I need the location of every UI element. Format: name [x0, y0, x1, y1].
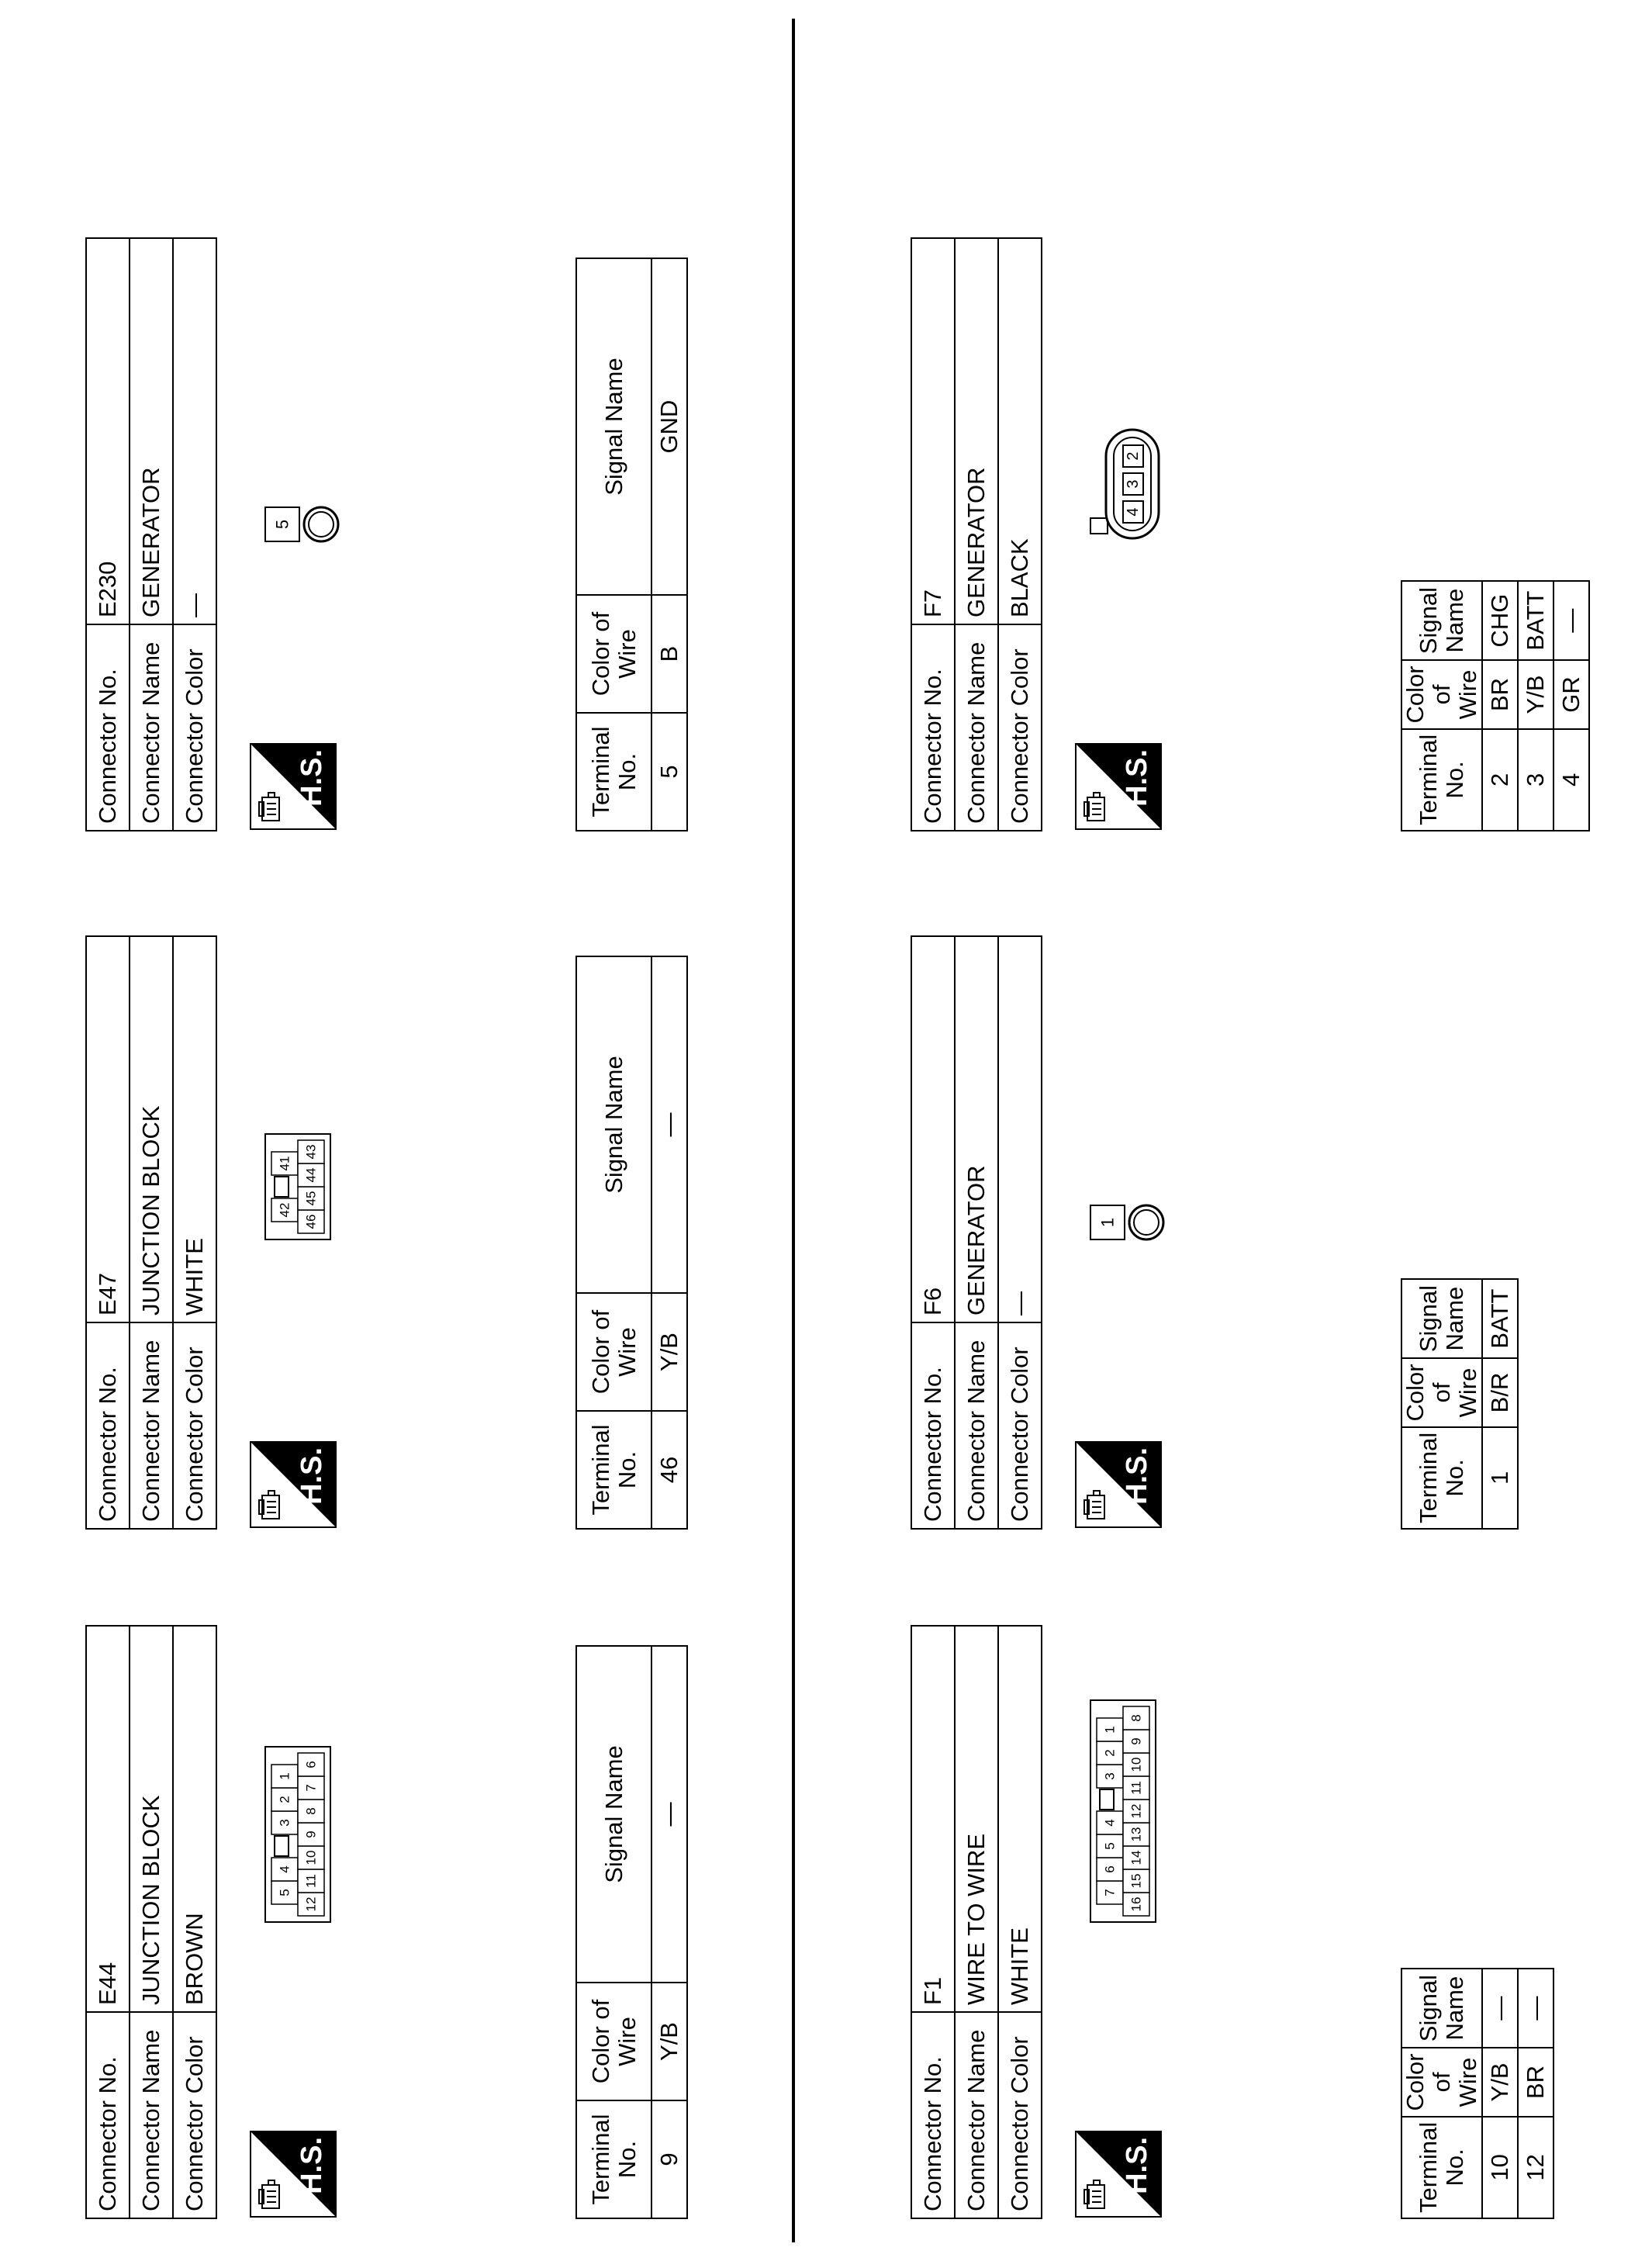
- terminal-table: [1401, 1278, 1519, 1530]
- terminal-header-row: [576, 1646, 651, 2218]
- wire-color-cell: B: [651, 595, 687, 713]
- connector-name-label: Connector Name: [130, 2012, 173, 2218]
- wire-color-header-line1: Color of: [586, 611, 614, 697]
- terminal-no-cell: 10: [1482, 2117, 1518, 2218]
- wire-color-header-line1: Color of: [586, 1999, 614, 2084]
- pin-number: 43: [303, 1144, 319, 1160]
- hs-label: H.S.: [1121, 749, 1153, 807]
- connector-color-label: Connector Color: [173, 1322, 216, 1529]
- wire-color-header: [576, 595, 651, 713]
- pin-number: 13: [1128, 1827, 1144, 1842]
- terminal-no-header: Terminal No.: [576, 713, 651, 831]
- connector-no-value: E47: [86, 936, 130, 1322]
- harness-side-badge: [250, 743, 337, 830]
- terminal-no-cell: 46: [651, 1411, 687, 1529]
- connector-face-diagram: [1089, 419, 1178, 543]
- pin-number: 44: [303, 1167, 319, 1183]
- pin-number: 8: [1128, 1714, 1144, 1722]
- wire-color-header-line1: Color of: [1401, 1364, 1455, 1422]
- terminal-no-header: Terminal No.: [576, 2100, 651, 2218]
- connector-name-row: [130, 1626, 173, 2218]
- connector-plug-icon: [1083, 2179, 1109, 2210]
- connector-key: [275, 1177, 289, 1197]
- wire-color-header-line2: Wire: [613, 2017, 641, 2066]
- harness-side-badge: [1075, 2131, 1162, 2218]
- wire-color-header-line1: Color of: [1401, 666, 1455, 724]
- wire-color-header-line2: Wire: [613, 1327, 641, 1377]
- connector-face-diagram: [264, 1132, 336, 1241]
- connector-no-label: Connector No.: [86, 624, 130, 831]
- signal-name-cell: BATT: [1518, 581, 1554, 660]
- signal-name-cell: —: [1482, 1969, 1518, 2048]
- connector-name-value: GENERATOR: [955, 936, 998, 1322]
- signal-name-header: Signal Name: [576, 956, 651, 1293]
- pin-number: 2: [1102, 1749, 1118, 1757]
- terminal-no-cell: 1: [1482, 1427, 1518, 1529]
- harness-side-badge: [1075, 1441, 1162, 1528]
- wire-color-cell: Y/B: [651, 1293, 687, 1411]
- hs-label: H.S.: [1121, 1447, 1153, 1505]
- connector-face-diagram: [1089, 1699, 1161, 1924]
- connector-plug-icon: [257, 791, 284, 822]
- terminal-no-header: Terminal No.: [1401, 1427, 1482, 1529]
- pin-number: 6: [1102, 1865, 1118, 1873]
- terminal-table: [1401, 1968, 1554, 2219]
- wire-color-header-line2: Wire: [1454, 2057, 1481, 2107]
- connector-face-diagram: [264, 481, 345, 543]
- connector-name-row: [955, 238, 998, 831]
- terminal-no-cell: 3: [1518, 729, 1554, 831]
- connector-color-value: WHITE: [998, 1626, 1042, 2012]
- wire-color-header: [1401, 1358, 1482, 1426]
- connector-name-label: Connector Name: [955, 624, 998, 831]
- connector-name-label: Connector Name: [130, 1322, 173, 1529]
- signal-name-cell: —: [651, 956, 687, 1293]
- pin-number: 1: [1097, 1217, 1118, 1228]
- terminal-row: [1518, 581, 1554, 831]
- connector-plug-icon: [257, 2179, 284, 2210]
- connector-no-label: Connector No.: [911, 624, 955, 831]
- wire-color-header: [1401, 660, 1482, 728]
- ring-terminal-inner: [309, 512, 334, 537]
- terminal-no-cell: 9: [651, 2100, 687, 2218]
- signal-name-header: Signal Name: [576, 258, 651, 595]
- signal-name-cell: —: [651, 1646, 687, 1983]
- terminal-no-cell: 2: [1482, 729, 1518, 831]
- section-divider: [792, 19, 795, 2242]
- terminal-no-cell: 4: [1554, 729, 1589, 831]
- terminal-row: [651, 258, 687, 831]
- harness-side-badge: [1075, 743, 1162, 830]
- wire-color-header-line2: Wire: [1454, 1367, 1481, 1418]
- connector-plug-icon: [1083, 791, 1109, 822]
- terminal-no-cell: 5: [651, 713, 687, 831]
- harness-side-badge: [250, 1441, 337, 1528]
- connector-info-table: [911, 237, 1042, 831]
- connector-color-row: [998, 936, 1042, 1529]
- wire-color-header-line2: Wire: [613, 629, 641, 679]
- pin-number: 5: [272, 519, 292, 530]
- connector-no-row: [911, 1626, 955, 2218]
- pin-number: 4: [1102, 1819, 1118, 1827]
- wire-color-header-line2: Wire: [1454, 669, 1481, 720]
- signal-name-cell: CHG: [1482, 581, 1518, 660]
- pin-number: 41: [277, 1156, 292, 1171]
- hs-label: H.S.: [295, 749, 328, 807]
- connector-name-row: [130, 936, 173, 1529]
- wire-color-header: [576, 1983, 651, 2100]
- wire-color-header: [576, 1293, 651, 1411]
- hs-label: H.S.: [295, 2137, 328, 2194]
- pin-number: 12: [303, 1896, 319, 1912]
- pin-number: 10: [1128, 1757, 1144, 1772]
- connector-face-diagram: [1089, 1179, 1170, 1241]
- pin-number: 14: [1128, 1850, 1144, 1865]
- connector-color-label: Connector Color: [998, 2012, 1042, 2218]
- terminal-no-header: Terminal No.: [1401, 729, 1482, 831]
- connector-name-row: [955, 936, 998, 1529]
- terminal-header-row: [576, 258, 651, 831]
- connector-no-value: F7: [911, 238, 955, 624]
- terminal-row: [1482, 1969, 1518, 2218]
- connector-no-label: Connector No.: [911, 2012, 955, 2218]
- pin-number: 45: [303, 1191, 319, 1206]
- wire-color-header-line1: Color of: [586, 1309, 614, 1395]
- terminal-header-row: [1401, 581, 1482, 831]
- pin-number: 6: [303, 1761, 319, 1768]
- connector-plug-icon: [257, 1489, 284, 1520]
- connector-no-value: E44: [86, 1626, 130, 2012]
- pin-number: 3: [1125, 479, 1142, 489]
- connector-color-row: [173, 238, 216, 831]
- signal-name-header: Signal Name: [1401, 1969, 1482, 2048]
- pin-number: 12: [1128, 1803, 1144, 1819]
- wire-color-header: [1401, 2048, 1482, 2116]
- connector-color-value: —: [998, 936, 1042, 1322]
- terminal-no-header: Terminal No.: [576, 1411, 651, 1529]
- terminal-table: [575, 258, 688, 831]
- terminal-no-cell: 12: [1518, 2117, 1554, 2218]
- connector-no-value: E230: [86, 238, 130, 624]
- connector-name-value: GENERATOR: [955, 238, 998, 624]
- wire-color-cell: BR: [1482, 660, 1518, 728]
- connector-name-label: Connector Name: [955, 1322, 998, 1529]
- terminal-table: [575, 1645, 688, 2219]
- terminal-row: [1554, 581, 1589, 831]
- connector-info-table: [911, 1625, 1042, 2219]
- terminal-row: [1482, 581, 1518, 831]
- connector-plug-icon: [1083, 1489, 1109, 1520]
- signal-name-cell: GND: [651, 258, 687, 595]
- wire-color-cell: Y/B: [1518, 660, 1554, 728]
- connector-latch: [1090, 518, 1108, 534]
- connector-no-row: [86, 238, 130, 831]
- pin-number: 7: [303, 1784, 319, 1792]
- signal-name-cell: —: [1554, 581, 1589, 660]
- connector-no-row: [911, 936, 955, 1529]
- pin-number: 2: [1125, 451, 1142, 461]
- pin-number: 15: [1128, 1873, 1144, 1889]
- pin-number: 3: [1102, 1772, 1118, 1780]
- pin-number: 3: [277, 1819, 292, 1827]
- connector-color-label: Connector Color: [173, 2012, 216, 2218]
- connector-name-value: JUNCTION BLOCK: [130, 936, 173, 1322]
- connector-no-value: F6: [911, 936, 955, 1322]
- connector-key: [1100, 1789, 1114, 1810]
- terminal-row: [1482, 1279, 1518, 1529]
- connector-no-label: Connector No.: [86, 2012, 130, 2218]
- connector-no-row: [86, 936, 130, 1529]
- signal-name-header: Signal Name: [1401, 581, 1482, 660]
- connector-no-label: Connector No.: [911, 1322, 955, 1529]
- pin-number: 5: [277, 1889, 292, 1896]
- connector-color-label: Connector Color: [173, 624, 216, 831]
- connector-color-row: [173, 1626, 216, 2218]
- pin-number: 16: [1128, 1896, 1144, 1912]
- pin-number: 10: [303, 1850, 319, 1865]
- wire-color-cell: Y/B: [1482, 2048, 1518, 2116]
- harness-side-badge: [250, 2131, 337, 2218]
- terminal-table: [575, 956, 688, 1530]
- connector-name-value: GENERATOR: [130, 238, 173, 624]
- connector-name-label: Connector Name: [130, 624, 173, 831]
- signal-name-cell: —: [1518, 1969, 1554, 2048]
- terminal-row: [651, 1646, 687, 2218]
- wire-color-cell: Y/B: [651, 1983, 687, 2100]
- pin-number: 9: [303, 1831, 319, 1838]
- connector-color-value: WHITE: [173, 936, 216, 1322]
- connector-color-label: Connector Color: [998, 1322, 1042, 1529]
- pin-number: 42: [277, 1202, 292, 1218]
- connector-no-value: F1: [911, 1626, 955, 2012]
- terminal-no-header: Terminal No.: [1401, 2117, 1482, 2218]
- connector-color-row: [998, 1626, 1042, 2218]
- pin-number: 2: [277, 1796, 292, 1803]
- connector-name-row: [955, 1626, 998, 2218]
- hs-label: H.S.: [295, 1447, 328, 1505]
- terminal-header-row: [576, 956, 651, 1529]
- wire-color-cell: BR: [1518, 2048, 1554, 2116]
- connector-info-table: [85, 237, 217, 831]
- connector-name-value: JUNCTION BLOCK: [130, 1626, 173, 2012]
- pin-number: 1: [277, 1772, 292, 1780]
- wire-color-cell: B/R: [1482, 1358, 1518, 1426]
- connector-no-label: Connector No.: [86, 1322, 130, 1529]
- connector-color-value: BROWN: [173, 1626, 216, 2012]
- pin-number: 9: [1128, 1737, 1144, 1745]
- connector-color-value: BLACK: [998, 238, 1042, 624]
- connector-no-row: [911, 238, 955, 831]
- pin-number: 7: [1102, 1889, 1118, 1896]
- connector-info-table: [911, 935, 1042, 1530]
- signal-name-cell: BATT: [1482, 1279, 1518, 1358]
- pin-number: 5: [1102, 1842, 1118, 1850]
- terminal-table: [1401, 580, 1590, 831]
- terminal-header-row: [1401, 1969, 1482, 2218]
- terminal-row: [651, 956, 687, 1529]
- signal-name-header: Signal Name: [576, 1646, 651, 1983]
- connector-name-label: Connector Name: [955, 2012, 998, 2218]
- pin-number: 4: [277, 1865, 292, 1873]
- connector-color-value: —: [173, 238, 216, 624]
- hs-label: H.S.: [1121, 2137, 1153, 2194]
- connector-color-row: [998, 238, 1042, 831]
- pin-number: 11: [1128, 1781, 1144, 1795]
- pin-number: 8: [303, 1807, 319, 1815]
- signal-name-header: Signal Name: [1401, 1279, 1482, 1358]
- wire-color-cell: GR: [1554, 660, 1589, 728]
- connector-face-diagram: [264, 1745, 336, 1924]
- connector-key: [275, 1836, 289, 1856]
- connector-name-row: [130, 238, 173, 831]
- connector-info-table: [85, 935, 217, 1530]
- pin-number: 46: [303, 1214, 319, 1229]
- terminal-row: [1518, 1969, 1554, 2218]
- connector-no-row: [86, 1626, 130, 2218]
- terminal-header-row: [1401, 1279, 1482, 1529]
- connector-name-value: WIRE TO WIRE: [955, 1626, 998, 2012]
- connector-info-table: [85, 1625, 217, 2219]
- ring-terminal-inner: [1134, 1210, 1159, 1235]
- connector-color-label: Connector Color: [998, 624, 1042, 831]
- connector-color-row: [173, 936, 216, 1529]
- pin-number: 4: [1125, 507, 1142, 517]
- pin-number: 1: [1102, 1726, 1118, 1734]
- pin-number: 11: [303, 1874, 319, 1888]
- wire-color-header-line1: Color of: [1401, 2053, 1455, 2111]
